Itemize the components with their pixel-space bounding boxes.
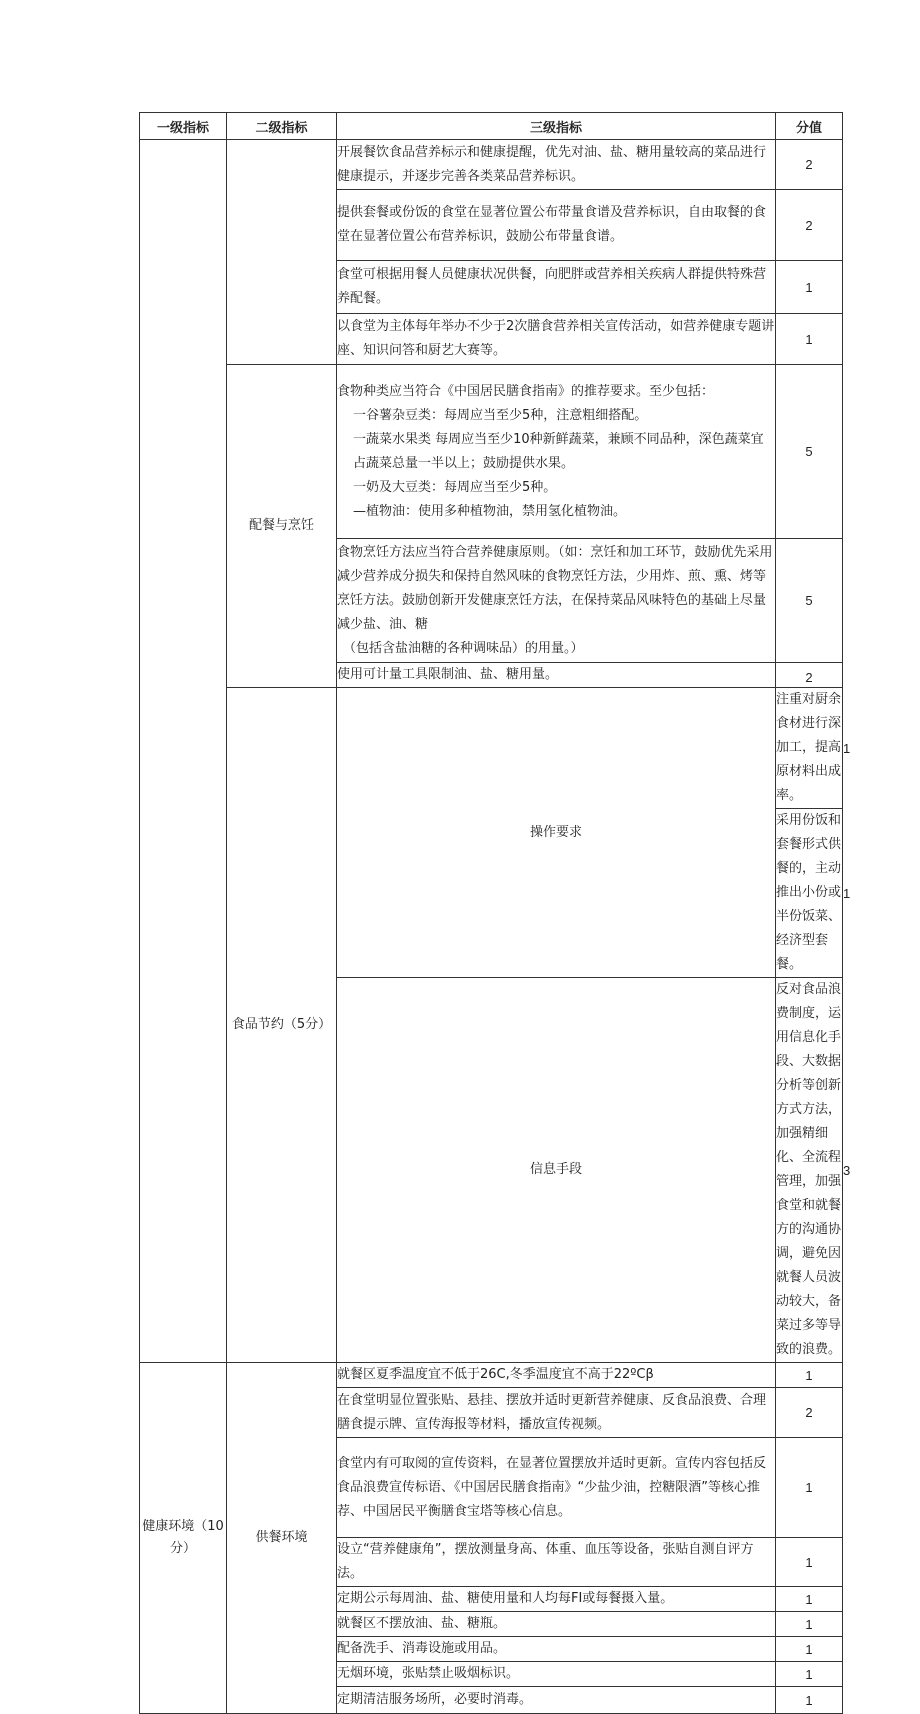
- score-value: 1: [776, 1662, 843, 1687]
- table-row: 采用份饭和套餐形式供餐的，主动推出小份或半份饭菜、经济型套餐。 1: [140, 809, 843, 978]
- indicator-text: 定期清洁服务场所，必要时消毒。: [337, 1687, 776, 1714]
- score-value: 1: [776, 1637, 843, 1662]
- header-level2: 二级指标: [227, 113, 337, 140]
- indicator-text: [337, 365, 776, 539]
- indicator-text: 开展餐饮食品营养标示和健康提醒，优先对油、盐、糖用量较高的菜品进行健康提示，并逐步完善各类菜品营养标识。: [337, 140, 776, 190]
- score-value: 1: [776, 261, 843, 314]
- table-row: [140, 140, 843, 190]
- indicator-text: 食堂内有可取阅的宣传资料，在显著位置摆放并适时更新。宣传内容包括反食品浪费宣传标语、《中国居民膳食指南》“少盐少油，控糖限酒”等核心推荐、中国居民平衡膳食宝塔等核心信息。: [337, 1438, 776, 1538]
- score-value: 5: [776, 365, 843, 539]
- indicator-text: 配备洗手、消毒设施或用品。: [337, 1637, 776, 1662]
- score-value: 1: [776, 1363, 843, 1388]
- score-value: 1: [776, 1587, 843, 1612]
- indicator-text: 以食堂为主体每年举办不少于2次膳食营养相关宣传活动，如营养健康专题讲座、知识问答和厨艺大赛等。: [337, 314, 776, 365]
- table-row: 食品节约（5分） 操作要求 注重对厨余食材进行深加工，提高原材料出成率。 1: [140, 688, 843, 809]
- level2-xinxi: 信息手段: [337, 978, 776, 1363]
- level2-caozuo: 操作要求: [337, 688, 776, 978]
- indicator-text: 注重对厨余食材进行深加工，提高原材料出成率。: [776, 688, 843, 809]
- score-value: 5: [776, 539, 843, 663]
- score-value: 1: [776, 1687, 843, 1714]
- indicator-text: 使用可计量工具限制油、盐、糖用量。: [337, 663, 776, 688]
- header-level3: 三级指标: [337, 113, 776, 140]
- food-types-grain: 一谷薯杂豆类：每周应当至少5种，注意粗细搭配。: [353, 407, 648, 423]
- table-row: 信息手段 反对食品浪费制度，运用信息化手段、大数据分析等创新方式方法，加强精细化、全流程管理，加强食堂和就餐方的沟通协调，避免因就餐人员波动较大，备菜过多等导致的浪费。 3: [140, 978, 843, 1363]
- indicator-text: 就餐区不摆放油、盐、糖瓶。: [337, 1612, 776, 1637]
- indicator-text: 提供套餐或份饭的食堂在显著位置公布带量食谱及营养标识，自由取餐的食堂在显著位置公布营养标识，鼓励公布带量食谱。: [337, 190, 776, 261]
- score-value: 1: [776, 1612, 843, 1637]
- indicator-text: [337, 539, 776, 663]
- level1-health-env: 健康环境（10分）: [140, 1363, 227, 1714]
- score-value: 1: [776, 314, 843, 365]
- score-value: 2: [776, 140, 843, 190]
- header-score: 分值: [776, 113, 843, 140]
- food-types-oil: —植物油：使用多种植物油，禁用氢化植物油。: [353, 503, 627, 519]
- level1-cell-empty: [140, 140, 227, 1363]
- indicator-text: 就餐区夏季温度宜不低于26C,冬季温度宜不高于22ºCβ: [337, 1363, 776, 1388]
- cooking-method-text: 食物烹饪方法应当符合营养健康原则。（如：烹饪和加工环节，鼓励优先采用减少营养成分损失和保持自然风味的食物烹饪方法，少用炸、煎、熏、烤等烹饪方法。鼓励创新开发健康烹饪方法，在保持菜品风味特色的基础上尽量减少盐、油、糖: [337, 544, 773, 632]
- indicator-text: 食堂可根据用餐人员健康状况供餐，向肥胖或营养相关疾病人群提供特殊营养配餐。: [337, 261, 776, 314]
- indicator-table: [139, 112, 851, 1714]
- indicator-text: 反对食品浪费制度，运用信息化手段、大数据分析等创新方式方法，加强精细化、全流程管理，加强食堂和就餐方的沟通协调，避免因就餐人员波动较大，备菜过多等导致的浪费。: [776, 978, 843, 1363]
- food-types-intro: 食物种类应当符合《中国居民膳食指南》的推荐要求。至少包括：: [337, 383, 715, 399]
- table-row: [140, 365, 843, 539]
- level1-food-saving: 食品节约（5分）: [227, 688, 337, 1363]
- food-types-veg: 一蔬菜水果类 每周应当至少10种新鲜蔬菜，兼顾不同品种，深色蔬菜宜占蔬菜总量一半以上；鼓励提供水果。: [353, 431, 764, 471]
- score-value: 2: [776, 663, 843, 688]
- score-value: 2: [776, 1388, 843, 1438]
- cooking-method-paren: （包括含盐油糖的各种调味品）的用量。）: [343, 640, 584, 656]
- level2-gongcan: 供餐环境: [227, 1363, 337, 1714]
- indicator-text: 设立“营养健康角”，摆放测量身高、体重、血压等设备，张贴自测自评方法。: [337, 1538, 776, 1587]
- indicator-text: 在食堂明显位置张贴、悬挂、摆放并适时更新营养健康、反食品浪费、合理膳食提示牌、宣传海报等材料，播放宣传视频。: [337, 1388, 776, 1438]
- header-row: [140, 113, 843, 140]
- indicator-text: 采用份饭和套餐形式供餐的，主动推出小份或半份饭菜、经济型套餐。: [776, 809, 843, 978]
- header-level1: 一级指标: [140, 113, 227, 140]
- table-row: [140, 1363, 843, 1388]
- food-types-dairy: 一奶及大豆类：每周应当至少5种。: [353, 479, 557, 495]
- score-value: 1: [776, 1538, 843, 1587]
- level2-peican: 配餐与烹饪: [227, 365, 337, 688]
- score-value: 1: [776, 1438, 843, 1538]
- indicator-text: 无烟环境，张贴禁止吸烟标识。: [337, 1662, 776, 1687]
- indicator-text: 定期公示每周油、盐、糖使用量和人均每FI或每餐摄入量。: [337, 1587, 776, 1612]
- level2-cell-empty: [227, 140, 337, 365]
- score-value: 2: [776, 190, 843, 261]
